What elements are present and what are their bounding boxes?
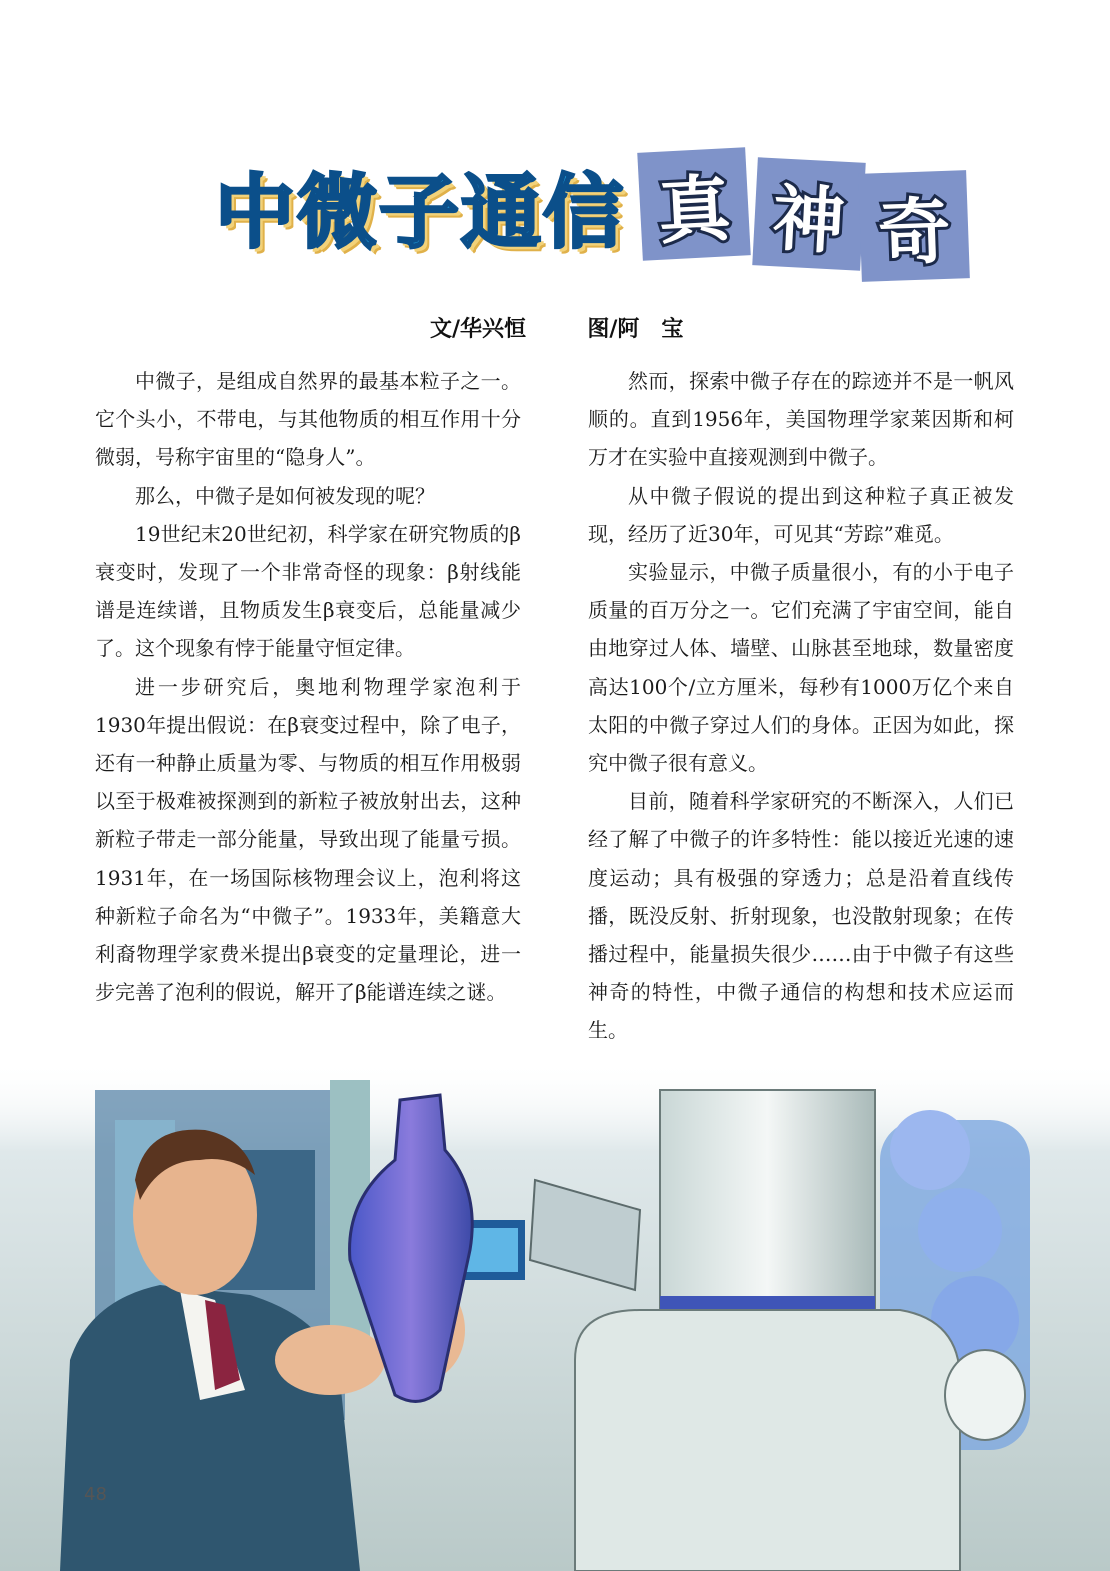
byline-illustrator: 图/阿 宝 bbox=[587, 317, 684, 342]
title-main: 中微子通信 bbox=[215, 165, 625, 259]
article-right-column bbox=[588, 362, 1014, 1050]
paragraph: 目前，随着科学家研究的不断深入，人们已经了解了中微子的许多特性：能以接近光速的速度运动；具有极强的穿透力；总是沿着直线传播，既没反射、折射现象，也没散射现象；在传播过程中，能量损失很少……由于中微子有这些神奇的特性，中微子通信的构想和技术应运而生。 bbox=[588, 789, 1014, 1043]
illustration-scientist-with-apparatus bbox=[0, 1060, 1110, 1571]
byline bbox=[430, 312, 683, 343]
paragraph: 中微子，是组成自然界的最基本粒子之一。它个头小，不带电，与其他物质的相互作用十分微弱，号称宇宙里的“隐身人”。 bbox=[95, 369, 521, 470]
paragraph: 然而，探索中微子存在的踪迹并不是一帆风顺的。直到1956年，美国物理学家莱因斯和柯万才在实验中直接观测到中微子。 bbox=[588, 369, 1014, 470]
paragraph: 进一步研究后，奥地利物理学家泡利于1930年提出假说：在β衰变过程中，除了电子，还有一种静止质量为零、与物质的相互作用极弱以至于极难被探测到的新粒子被放射出去，这种新粒子带走一部分能量，导致出现了能量亏损。1931年，在一场国际核物理会议上，泡利将这种新粒子命名为“中微子”。1933年，美籍意大利裔物理学家费米提出β衰变的定量理论，进一步完善了泡利的假说，解开了β能谱连续之谜。 bbox=[95, 674, 521, 1005]
title-tile-2: 神 bbox=[752, 157, 866, 271]
title-tile-3: 奇 bbox=[858, 170, 970, 282]
paragraph: 那么，中微子是如何被发现的呢？ bbox=[135, 483, 435, 508]
paragraph: 19世纪末20世纪初，科学家在研究物质的β衰变时，发现了一个非常奇怪的现象：β射线能谱是连续谱，且物质发生β衰变后，总能量减少了。这个现象有悖于能量守恒定律。 bbox=[95, 521, 521, 661]
title-tile-1: 真 bbox=[637, 147, 751, 261]
article-left-column bbox=[95, 362, 521, 1011]
title-banner bbox=[0, 0, 1110, 300]
page-number: 48 bbox=[84, 1484, 107, 1505]
paragraph: 从中微子假说的提出到这种粒子真正被发现，经历了近30年，可见其“芳踪”难觅。 bbox=[588, 483, 1014, 546]
paragraph: 实验显示，中微子质量很小，有的小于电子质量的百万分之一。它们充满了宇宙空间，能自由地穿过人体、墙壁、山脉甚至地球，数量密度高达100个/立方厘米，每秒有1000万亿个来自太阳的中微子穿过人们的身体。正因为如此，探究中微子很有意义。 bbox=[588, 560, 1014, 776]
byline-author: 文/华兴恒 bbox=[430, 317, 527, 342]
